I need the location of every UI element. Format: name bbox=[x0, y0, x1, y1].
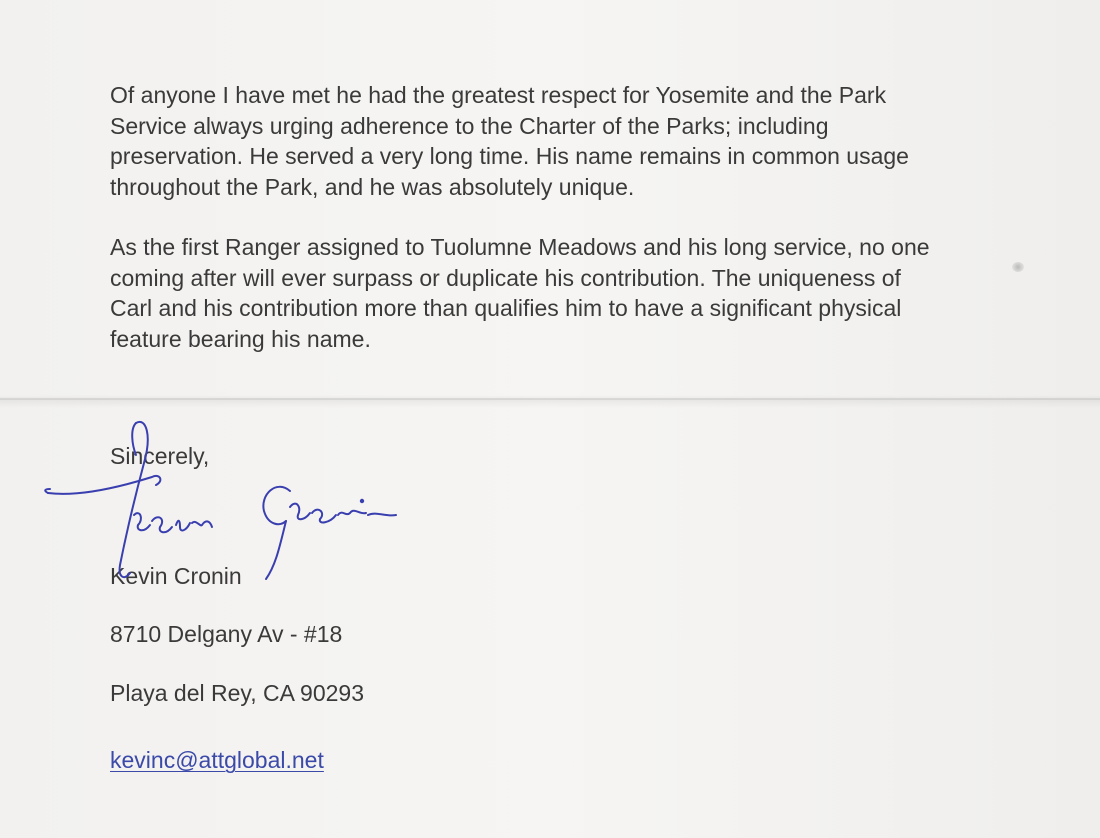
sender-email-link[interactable]: kevinc@attglobal.net bbox=[110, 747, 324, 773]
paper-fold-line bbox=[0, 398, 1100, 400]
sender-name: Kevin Cronin bbox=[110, 563, 242, 589]
handwritten-signature bbox=[40, 415, 410, 585]
body-paragraph-1: Of anyone I have met he had the greatest respect for Yosemite and the Park Service always urging adherence to the Charter of the Parks; including preservation. He served a very long time. His name remains in common usage throughout the Park, and he was absolutely unique. bbox=[110, 82, 909, 200]
ink-smudge bbox=[1012, 262, 1024, 272]
closing-salutation: Sincerely, bbox=[110, 443, 210, 469]
sender-city: Playa del Rey, CA 90293 bbox=[110, 680, 365, 706]
body-paragraph-2: As the first Ranger assigned to Tuolumne Meadows and his long service, no one coming after will ever surpass or duplicate his contribution. The uniqueness of Carl and his contribution more than qualifies him to have a significant physical feature bearing his name. bbox=[110, 234, 930, 352]
sender-address: 8710 Delgany Av - #18 bbox=[110, 621, 343, 647]
